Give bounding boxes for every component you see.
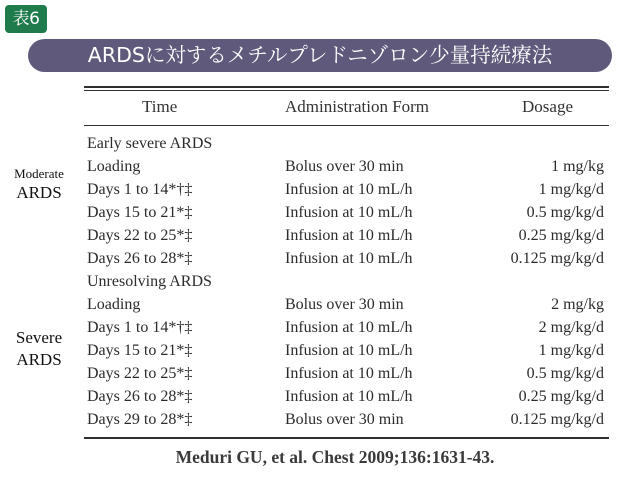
- cell-time: Loading: [87, 296, 141, 313]
- table-row: [0, 293, 640, 316]
- section-title: Unresolving ARDS: [87, 273, 212, 290]
- cell-dosage: 0.25 mg/kg/d: [518, 388, 604, 405]
- cell-time: Days 15 to 21*‡: [87, 204, 193, 221]
- table-top-rule-inner: [84, 90, 609, 91]
- cell-form: Infusion at 10 mL/h: [285, 388, 413, 405]
- table-bottom-rule: [84, 437, 609, 439]
- table-header-rule: [84, 125, 609, 126]
- table-row: [0, 155, 640, 178]
- cell-form: Bolus over 30 min: [285, 411, 404, 428]
- side-label-severe-ards: [6, 327, 72, 371]
- cell-time: Days 1 to 14*†‡: [87, 319, 193, 336]
- table-row: [0, 224, 640, 247]
- table-row: [0, 362, 640, 385]
- section-title: Early severe ARDS: [87, 135, 213, 152]
- cell-form: Infusion at 10 mL/h: [285, 204, 413, 221]
- cell-dosage: 0.5 mg/kg/d: [526, 204, 604, 221]
- side-label-moderate-ards: [6, 165, 72, 203]
- table-row: [0, 247, 640, 270]
- side-label-line: ARDS: [16, 183, 62, 202]
- cell-dosage: 2 mg/kg: [551, 296, 604, 313]
- cell-form: Bolus over 30 min: [285, 158, 404, 175]
- cell-dosage: 1 mg/kg/d: [538, 342, 604, 359]
- header-dosage: Dosage: [522, 97, 573, 116]
- citation: Meduri GU, et al. Chest 2009;136:1631-43.: [175, 447, 495, 467]
- table-row: [0, 408, 640, 431]
- cell-time: Days 15 to 21*‡: [87, 342, 193, 359]
- cell-time: Days 26 to 28*‡: [87, 250, 193, 267]
- cell-form: Infusion at 10 mL/h: [285, 227, 413, 244]
- table-row: [0, 385, 640, 408]
- side-label-line: ARDS: [16, 350, 62, 369]
- cell-time: Loading: [87, 158, 141, 175]
- section-title-row: [0, 132, 640, 155]
- section-title-row: [0, 270, 640, 293]
- cell-form: Infusion at 10 mL/h: [285, 365, 413, 382]
- cell-dosage: 0.125 mg/kg/d: [510, 250, 604, 267]
- table-row: [0, 316, 640, 339]
- cell-dosage: 1 mg/kg: [551, 158, 604, 175]
- cell-form: Bolus over 30 min: [285, 296, 404, 313]
- side-label-line: Moderate: [14, 166, 64, 181]
- table-number-badge: 表6: [5, 5, 47, 33]
- header-time: Time: [142, 97, 178, 116]
- cell-time: Days 22 to 25*‡: [87, 227, 193, 244]
- cell-form: Infusion at 10 mL/h: [285, 250, 413, 267]
- cell-time: Days 29 to 28*‡: [87, 411, 193, 428]
- cell-time: Days 1 to 14*†‡: [87, 181, 193, 198]
- cell-dosage: 1 mg/kg/d: [538, 181, 604, 198]
- cell-time: Days 26 to 28*‡: [87, 388, 193, 405]
- cell-form: Infusion at 10 mL/h: [285, 319, 413, 336]
- slide-title: ARDSに対するメチルプレドニゾロン少量持続療法: [28, 39, 612, 72]
- cell-form: Infusion at 10 mL/h: [285, 181, 413, 198]
- cell-dosage: 2 mg/kg/d: [538, 319, 604, 336]
- table-row: [0, 339, 640, 362]
- table-row: [0, 178, 640, 201]
- cell-dosage: 0.5 mg/kg/d: [526, 365, 604, 382]
- cell-time: Days 22 to 25*‡: [87, 365, 193, 382]
- table-row: [0, 201, 640, 224]
- cell-dosage: 0.25 mg/kg/d: [518, 227, 604, 244]
- table-top-rule: [84, 86, 609, 88]
- cell-dosage: 0.125 mg/kg/d: [510, 411, 604, 428]
- header-administration-form: Administration Form: [285, 97, 430, 116]
- cell-form: Infusion at 10 mL/h: [285, 342, 413, 359]
- side-label-line: Severe: [15, 328, 63, 347]
